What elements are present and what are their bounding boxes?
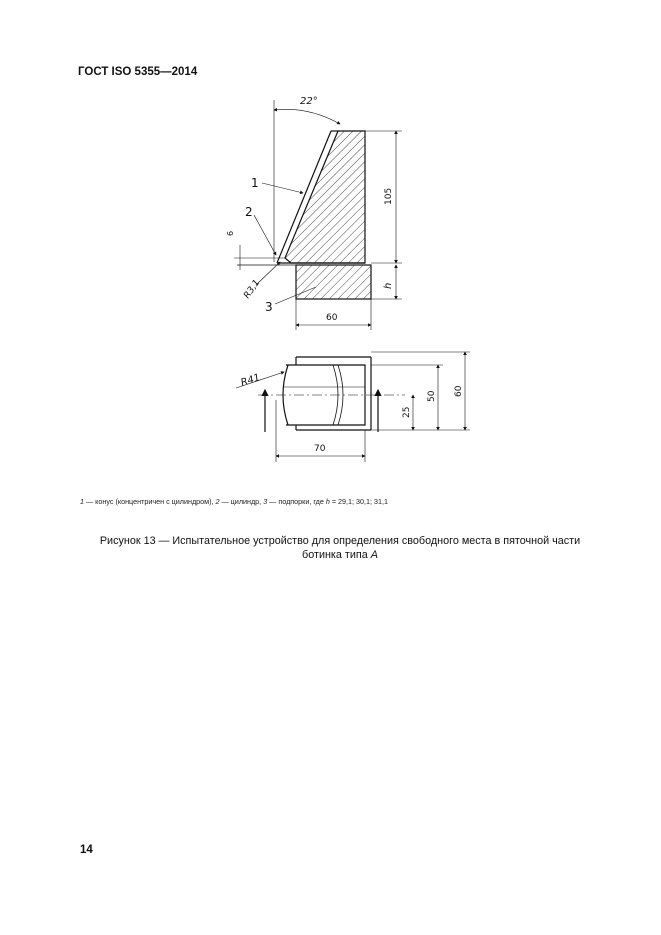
dim-25: 25 bbox=[402, 406, 412, 418]
callout-2: 2 bbox=[245, 205, 253, 219]
dim-50: 50 bbox=[427, 390, 437, 402]
dim-60-top: 60 bbox=[326, 313, 338, 323]
dim-70: 70 bbox=[314, 444, 326, 454]
plan-view bbox=[236, 352, 470, 462]
dim-6: 6 bbox=[226, 230, 235, 236]
support-block bbox=[296, 265, 371, 299]
figure-caption bbox=[60, 534, 620, 562]
callout-1: 1 bbox=[251, 176, 259, 190]
caption-line-1: Рисунок 13 — Испытательное устройство для определения свободного места в пяточной части bbox=[99, 535, 581, 547]
dim-105: 105 bbox=[384, 187, 394, 205]
dim-h: h bbox=[383, 282, 394, 289]
side-view bbox=[234, 100, 402, 330]
cone-body bbox=[285, 131, 365, 263]
caption-line-2: ботинка типа A bbox=[302, 549, 378, 561]
callout-3: 3 bbox=[265, 300, 273, 314]
figure-legend: 1 — конус (концентричен с цилиндром), 2 — цилиндр, 3 — подпорки, где h = 29,1; 30,1; 31,1 bbox=[80, 497, 388, 506]
dim-60-right: 60 bbox=[454, 385, 464, 397]
dim-r3-1: R3,1 bbox=[242, 278, 263, 301]
page-number: 14 bbox=[80, 844, 93, 856]
dim-r41: R41 bbox=[239, 372, 262, 389]
angle-label: 22° bbox=[300, 96, 318, 107]
document-header: ГОСТ ISO 5355—2014 bbox=[78, 66, 198, 78]
